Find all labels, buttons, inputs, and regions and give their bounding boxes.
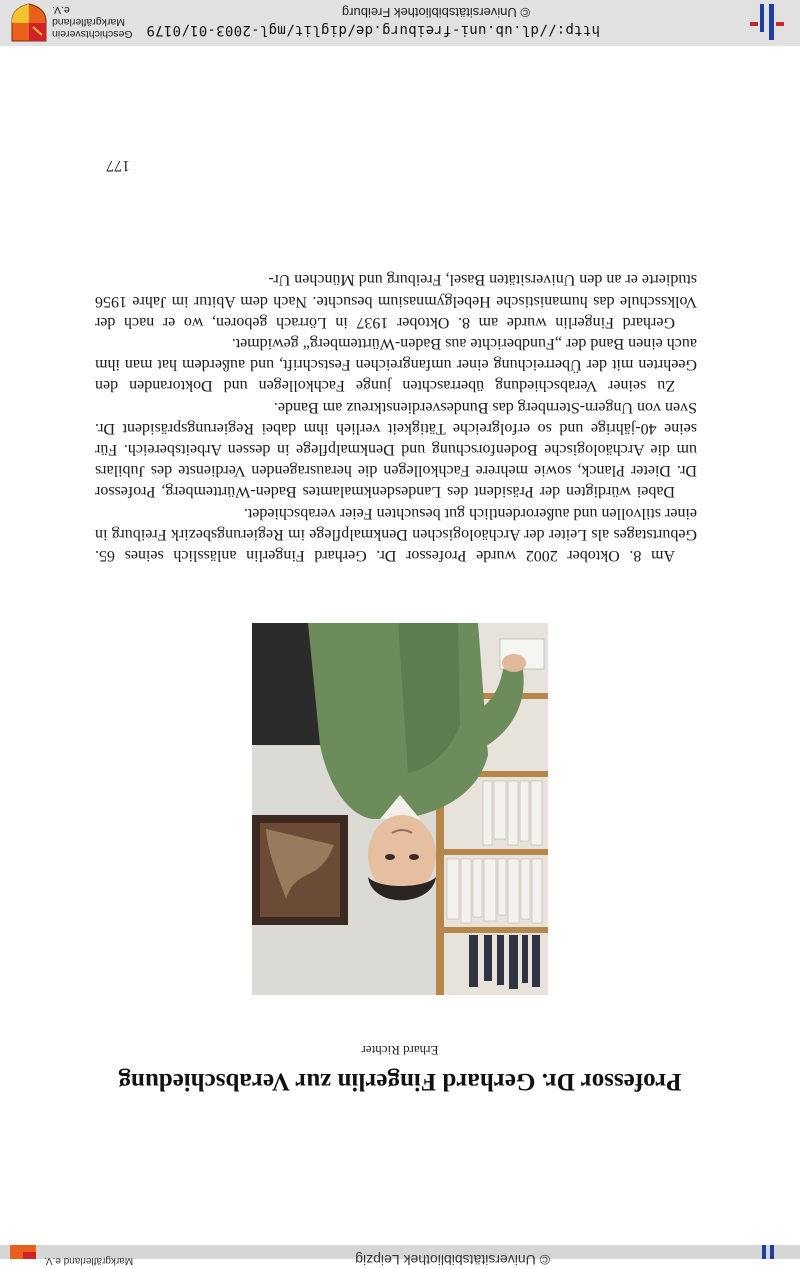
society-crest-icon [8,1245,38,1259]
society-name [52,4,140,40]
university-library-icon [748,2,788,42]
article-author: Erhard Richter [361,1043,439,1058]
paragraph-3: Zu seiner Verabschiedung überraschten junge Fachkollegen und Doktoranden den Geehrten mit der Überreichung einer umfangreichen Festschrift, und außerdem hat man ihm auch einen Band der „Fundberichte aus Baden-Württemberg“ gewidmet. [95,334,697,395]
portrait-photo [252,623,548,995]
article-body [95,269,697,566]
society-name-line-1: Geschichtsverein [52,28,133,40]
paragraph-4: Gerhard Fingerlin wurde am 8. Oktober 1937 in Lörrach geboren, wo er nach der Volksschule das humanistische Hebelgymnasium besuchte. Nach dem Abitur im Jahre 1956 studierte er an den Universitäten Basel, Freiburg und München Ur- [95,271,697,331]
previous-society-name: Markgräflerland e.V. [44,1255,134,1266]
page-number: 177 [106,157,130,174]
source-url-link[interactable]: http://dl.ub.uni-freiburg.de/diglit/mgl-2003-01/0179 [146,22,600,38]
article-title: Professor Dr. Gerhard Fingerlin zur Verabschiedung [118,1068,682,1096]
previous-page-strip [0,1245,800,1268]
paragraph-1: Am 8. Oktober 2002 wurde Professor Dr. Gerhard Fingerlin anlässlich seines 65. Geburtstages als Leiter der Archäologischen Denkmalpflege im Regierungsbezirk Freiburg in einer stilvollen und außerordentlich gut besuchten Feier verabschiedet. [95,504,697,564]
society-name-line-2: Markgräflerland e.V. [52,4,125,28]
society-crest-icon [10,3,48,43]
university-library-icon [756,1245,778,1259]
previous-copyright: © Universitätsbibliothek Leipzig [355,1252,550,1268]
copyright-text: © Universitätsbibliothek Freiburg [341,5,530,20]
paragraph-2: Dabei würdigten der Präsident des Landesdenkmalamtes Baden-Württemberg, Professor Dr. Dieter Planck, sowie mehrere Fachkollegen die herausragenden Verdienste des Jubilars um die Archäologische Bodenforschung und Denkmalpflege in dessen Arbeitsbereich. Für seine 40-jährige und so erfolgreiche Tätigkeit verlieh ihm dabei Regierungspräsident Dr. Sven von Ungern-Sternberg das Bundesverdienstkreuz am Bande. [95,398,697,501]
footer-bar [0,0,800,46]
